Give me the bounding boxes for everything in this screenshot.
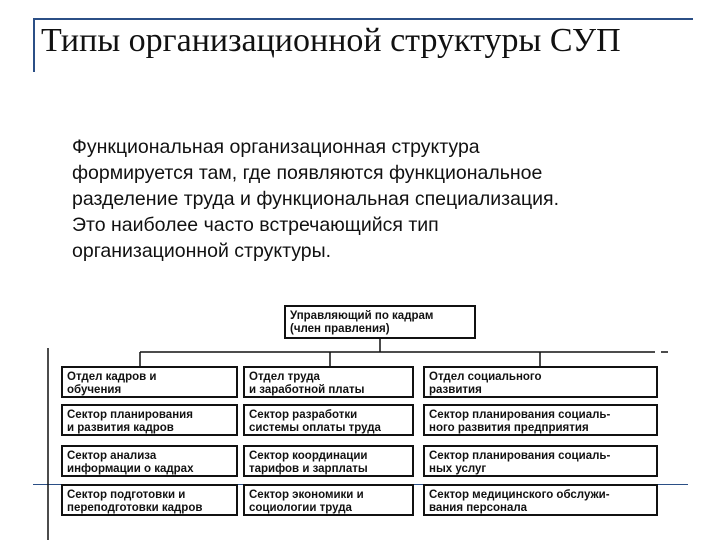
org-box-c1-r1-label: обучения bbox=[67, 384, 122, 396]
org-box-c3-r1-label: Отдел социального bbox=[429, 371, 542, 383]
org-box-c2-r4-label: Сектор экономики и bbox=[249, 489, 364, 501]
paragraph-line: разделение труда и функциональная специализация. bbox=[72, 188, 559, 210]
org-box-c2-r3 bbox=[244, 446, 413, 476]
org-box-c3-r3 bbox=[424, 446, 657, 476]
org-box-c1-r1 bbox=[62, 367, 237, 397]
org-box-c1-r3-label: информации о кадрах bbox=[67, 463, 194, 475]
org-box-c3-r4-label: Сектор медицинского обслужи- bbox=[429, 489, 610, 501]
org-box-c3-r3-label: ных услуг bbox=[429, 463, 487, 475]
org-box-c3-r1-label: развития bbox=[429, 384, 482, 396]
org-box-c2-r2 bbox=[244, 405, 413, 435]
org-box-c3-r2-label: Сектор планирования социаль- bbox=[429, 409, 611, 421]
org-box-c1-r4-label: переподготовки кадров bbox=[67, 502, 203, 514]
paragraph-line: организационной структуры. bbox=[72, 240, 332, 262]
org-chart-boxes bbox=[62, 306, 657, 515]
org-box-c2-r1 bbox=[244, 367, 413, 397]
org-box-c1-r3-label: Сектор анализа bbox=[67, 450, 157, 462]
org-box-c1-r2 bbox=[62, 405, 237, 435]
org-head-box-label: (член правления) bbox=[290, 323, 390, 335]
org-box-c2-r4-label: социологии труда bbox=[249, 502, 352, 514]
org-box-c3-r2-label: ного развития предприятия bbox=[429, 422, 589, 434]
org-box-c3-r4 bbox=[424, 485, 657, 515]
paragraph-line: Функциональная организационная структура bbox=[72, 136, 480, 158]
org-box-c3-r2 bbox=[424, 405, 657, 435]
org-box-c3-r3-label: Сектор планирования социаль- bbox=[429, 450, 611, 462]
org-box-c2-r1-label: и заработной платы bbox=[249, 384, 365, 396]
org-box-c2-r4 bbox=[244, 485, 413, 515]
org-box-c1-r4 bbox=[62, 485, 237, 515]
org-box-c2-r1-label: Отдел труда bbox=[249, 371, 320, 383]
org-box-c1-r2-label: и развития кадров bbox=[67, 422, 174, 434]
org-head-box bbox=[285, 306, 475, 338]
org-head-box-label: Управляющий по кадрам bbox=[290, 310, 434, 322]
org-box-c1-r2-label: Сектор планирования bbox=[67, 409, 193, 421]
org-box-c2-r3-label: Сектор координации bbox=[249, 450, 368, 462]
org-box-c1-r1-label: Отдел кадров и bbox=[67, 371, 157, 383]
paragraph-line: формируется там, где появляются функциональное bbox=[72, 162, 543, 184]
org-box-c1-r3 bbox=[62, 446, 237, 476]
org-box-c2-r2-label: системы оплаты труда bbox=[249, 422, 381, 434]
org-box-c3-r4-label: вания персонала bbox=[429, 502, 528, 514]
org-box-c2-r3-label: тарифов и зарплаты bbox=[249, 463, 368, 475]
org-box-c3-r1 bbox=[424, 367, 657, 397]
paragraph-line: Это наиболее часто встречающийся тип bbox=[72, 214, 439, 236]
org-box-c1-r4-label: Сектор подготовки и bbox=[67, 489, 186, 501]
org-box-c2-r2-label: Сектор разработки bbox=[249, 409, 358, 421]
slide-title: Типы организационной структуры СУП bbox=[41, 22, 621, 59]
